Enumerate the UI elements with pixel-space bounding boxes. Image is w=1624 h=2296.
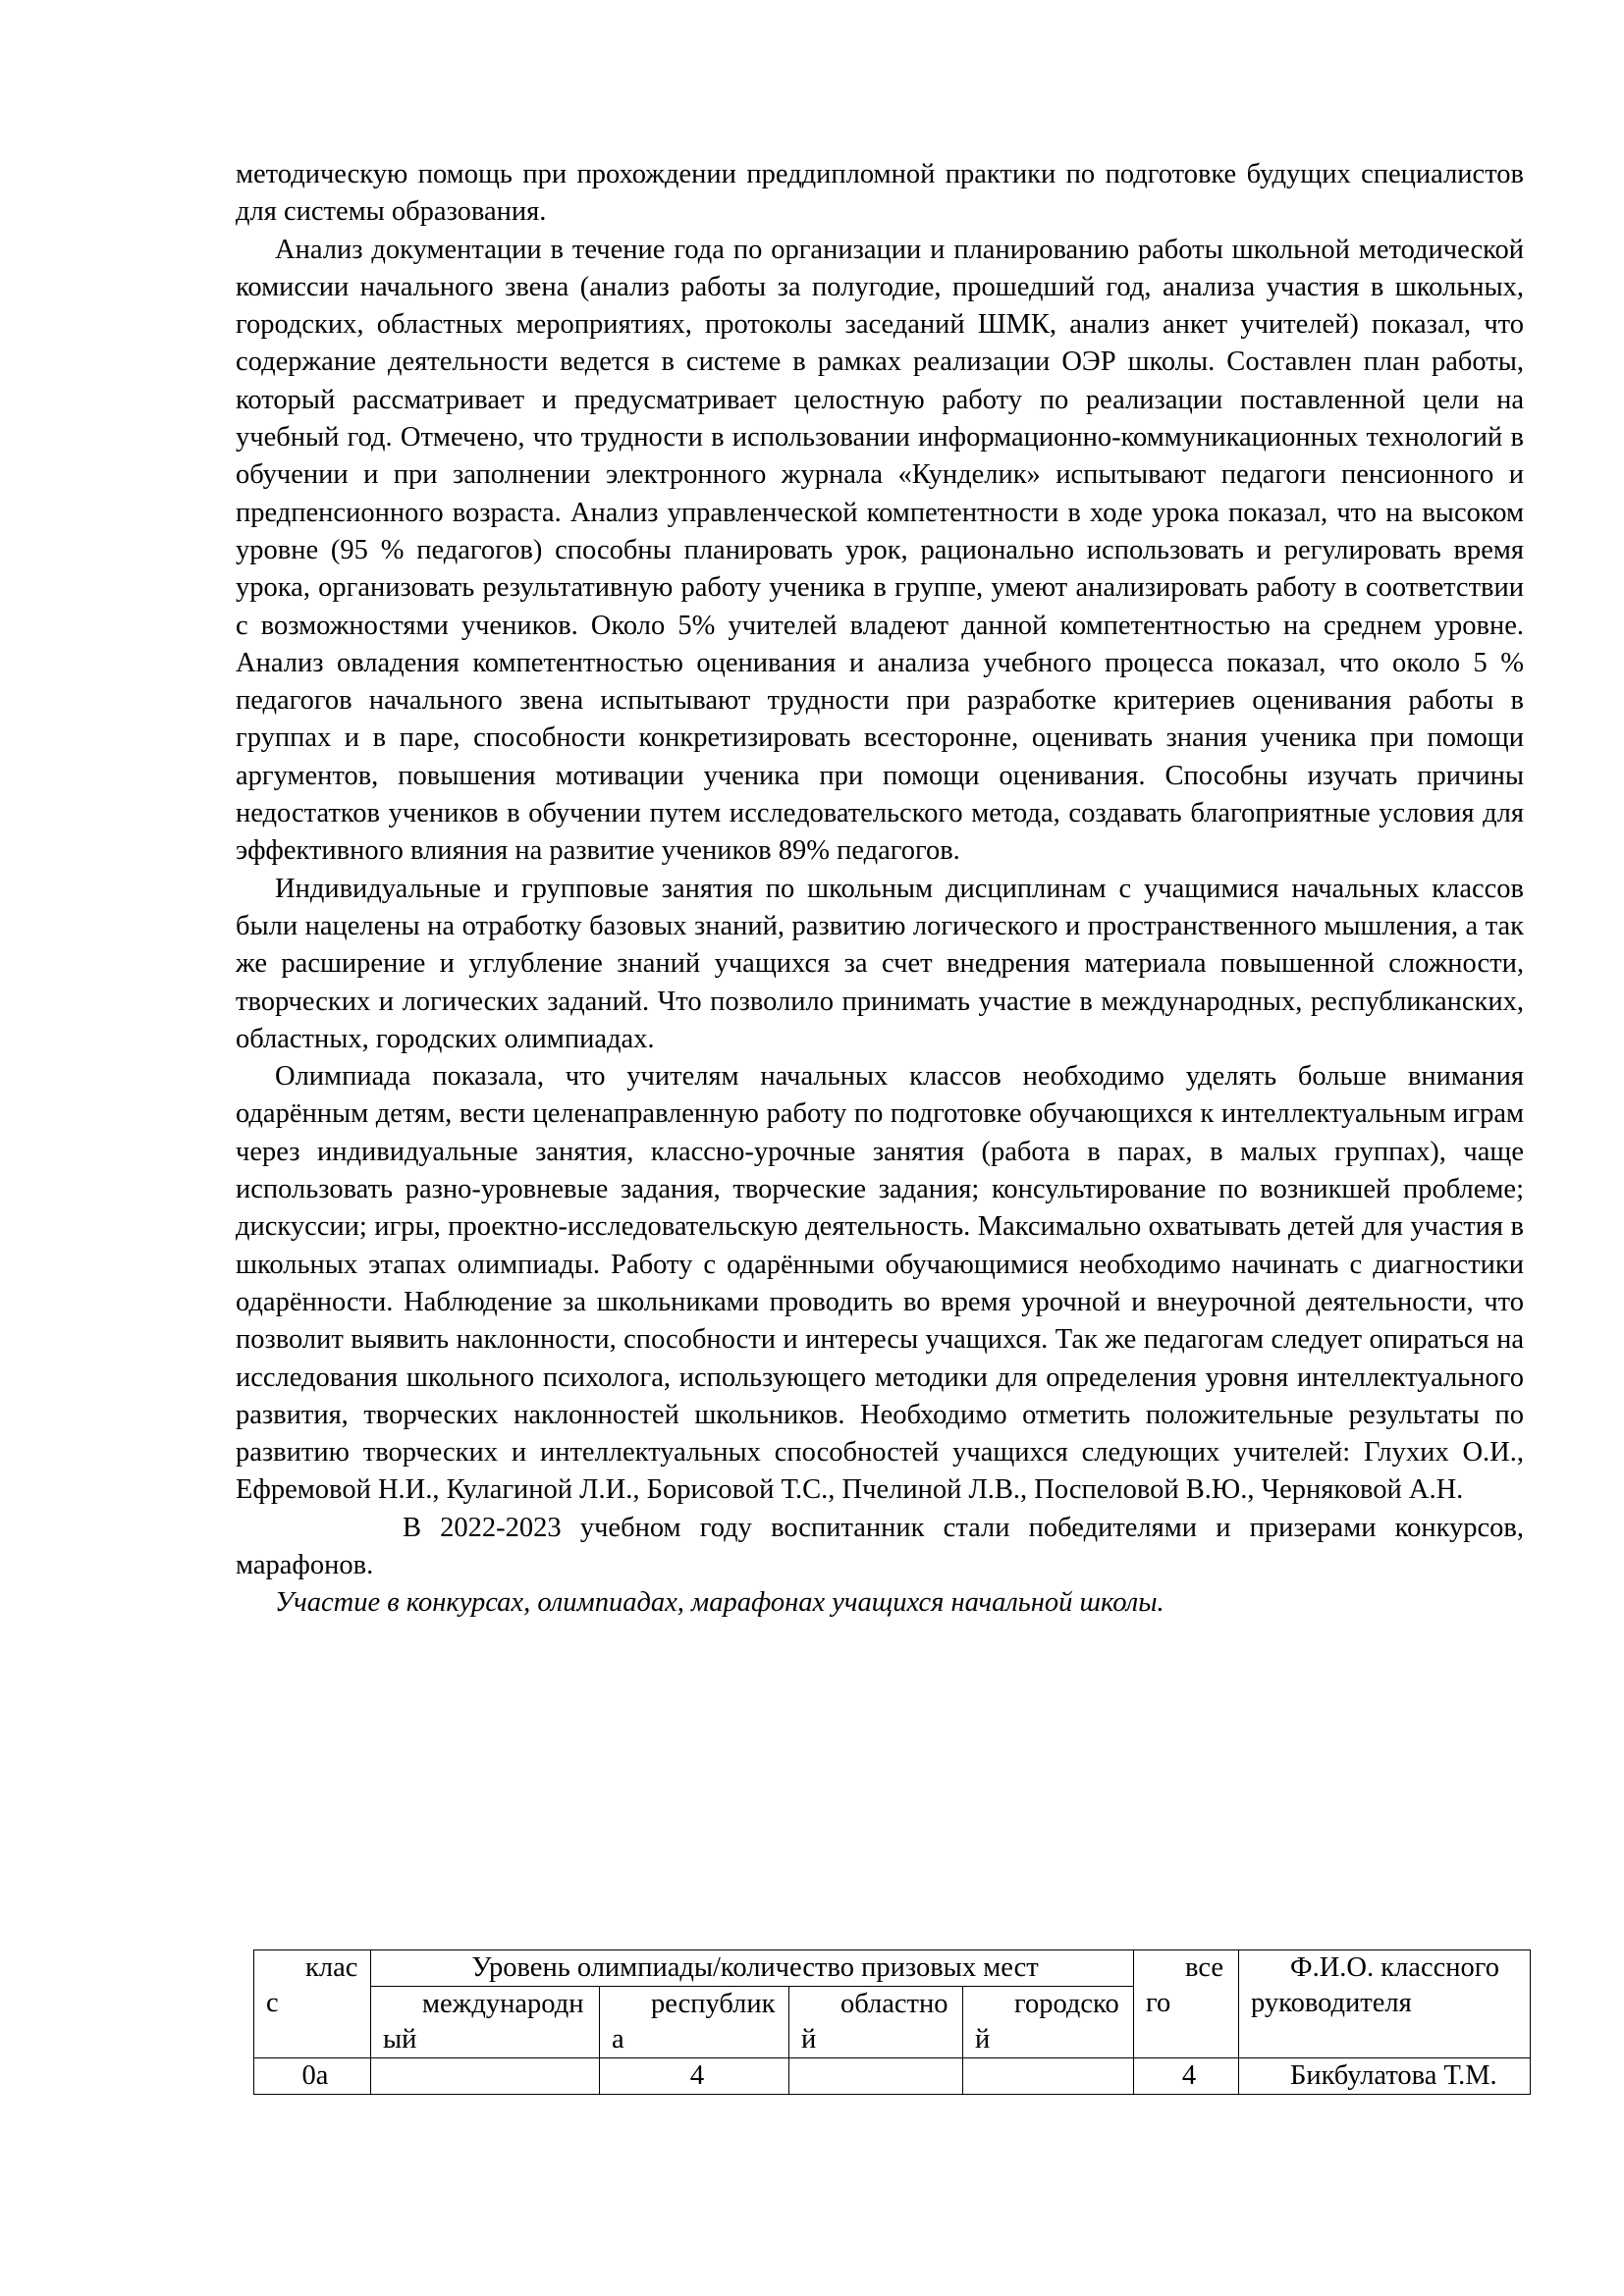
header-level-city: городской (963, 1987, 1134, 2058)
table-row (254, 2058, 1531, 2095)
paragraph-documentation-analysis: Анализ документации в течение года по организации и планированию работы школьной методической комиссии начального звена (анализ работы за полугодие, прошедший год, анализа участия в школьных, городских, областных мероприятиях, протоколы заседаний ШМК, анализ анкет учителей) показал, что содержание деятельности ведется в системе в рамках реализации ОЭР школы. Составлен план работы, который рассматривает и предусматривает целостную работу по реализации поставленной цели на учебный год. Отмечено, что трудности в использовании информационно-коммуникационных технологий в обучении и при заполнении электронного журнала «Кунделик» испытывают педагоги пенсионного и предпенсионного возраста. Анализ управленческой компетентности в ходе урока показал, что на высоком уровне (95 % педагогов) способны планировать урок, рационально использовать и регулировать время урока, организовать результативную работу ученика в группе, умеют анализировать работу в соответствии с возможностями учеников. Около 5% учителей владеют данной компетентностью на среднем уровне. Анализ овладения компетентностью оценивания и анализа учебного процесса показал, что около 5 % педагогов начального звена испытывают трудности при разработке критериев оценивания работы в группах и в паре, способности конкретизировать всесторонне, оценивать знания ученика при помощи аргументов, повышения мотивации ученика при помощи оценивания. Способны изучать причины недостатков учеников в обучении путем исследовательского метода, создавать благоприятные условия для эффективного влияния на развитие учеников 89% педагогов. (236, 234, 1524, 867)
header-level-republic: республика (600, 1987, 789, 2058)
results-table (253, 1949, 1531, 2095)
header-level-international: международный (371, 1987, 600, 2058)
body-text (236, 156, 1524, 1623)
paragraph-individual-lessons: Индивидуальные и групповые занятия по школьным дисциплинам с учащимися начальных классов были нацелены на отработку базовых знаний, развитию логического и пространственного мышления, а так же расширение и углубление знаний учащихся за счет внедрения материала повышенной сложности, творческих и логических заданий. Что позволило принимать участие в международных, республиканских, областных, городских олимпиадах. (236, 873, 1524, 1054)
header-teacher: Ф.И.О. классного руководителя (1239, 1950, 1531, 2058)
paragraph-winners: В 2022-2023 учебном году воспитанник стали победителями и призерами конкурсов, марафонов. (236, 1512, 1524, 1580)
table-caption: Участие в конкурсах, олимпиадах, марафонах учащихся начальной школы. (275, 1587, 1164, 1619)
header-class: класс (254, 1950, 371, 2058)
paragraph-olympiad-conclusions: Олимпиада показала, что учителям начальных классов необходимо уделять больше внимания одарённым детям, вести целенаправленную работу по подготовке обучающихся к интеллектуальным играм через индивидуальные занятия, классно-урочные занятия (работа в парах, в малых группах), чаще использовать разно-уровневые задания, творческие задания; консультирование по возникшей проблеме; дискуссии; игры, проектно-исследовательскую деятельность. Максимально охватывать детей для участия в школьных этапах олимпиады. Работу с одарёнными обучающимися необходимо начинать с диагностики одарённости. Наблюдение за школьниками проводить во время урочной и внеурочной деятельности, что позволит выявить наклонности, способности и интересы учащихся. Так же педагогам следует опираться на исследования школьного психолога, использующего методики для определения уровня интеллектуального развития, творческих наклонностей школьников. Необходимо отметить положительные результаты по развитию творческих и интеллектуальных способностей учащихся следующих учителей: Глухих О.И., Ефремовой Н.И., Кулагиной Л.И., Борисовой Т.С., Пчелиной Л.В., Поспеловой В.Ю., Черняковой А.Н. (236, 1061, 1524, 1506)
table-header-row-1 (254, 1950, 1531, 1987)
cell-international (371, 2058, 600, 2095)
cell-class: 0а (254, 2058, 371, 2095)
cell-teacher: Бикбулатова Т.М. (1239, 2058, 1531, 2095)
header-level-regional: областной (789, 1987, 963, 2058)
header-level-group: Уровень олимпиады/количество призовых мест (371, 1950, 1134, 1987)
header-total: всего (1134, 1950, 1239, 2058)
paragraph-continuation: методическую помощь при прохождении преддипломной практики по подготовке будущих специалистов для системы образования. (236, 159, 1524, 228)
cell-republic: 4 (600, 2058, 789, 2095)
cell-city (963, 2058, 1134, 2095)
cell-regional (789, 2058, 963, 2095)
cell-total: 4 (1134, 2058, 1239, 2095)
